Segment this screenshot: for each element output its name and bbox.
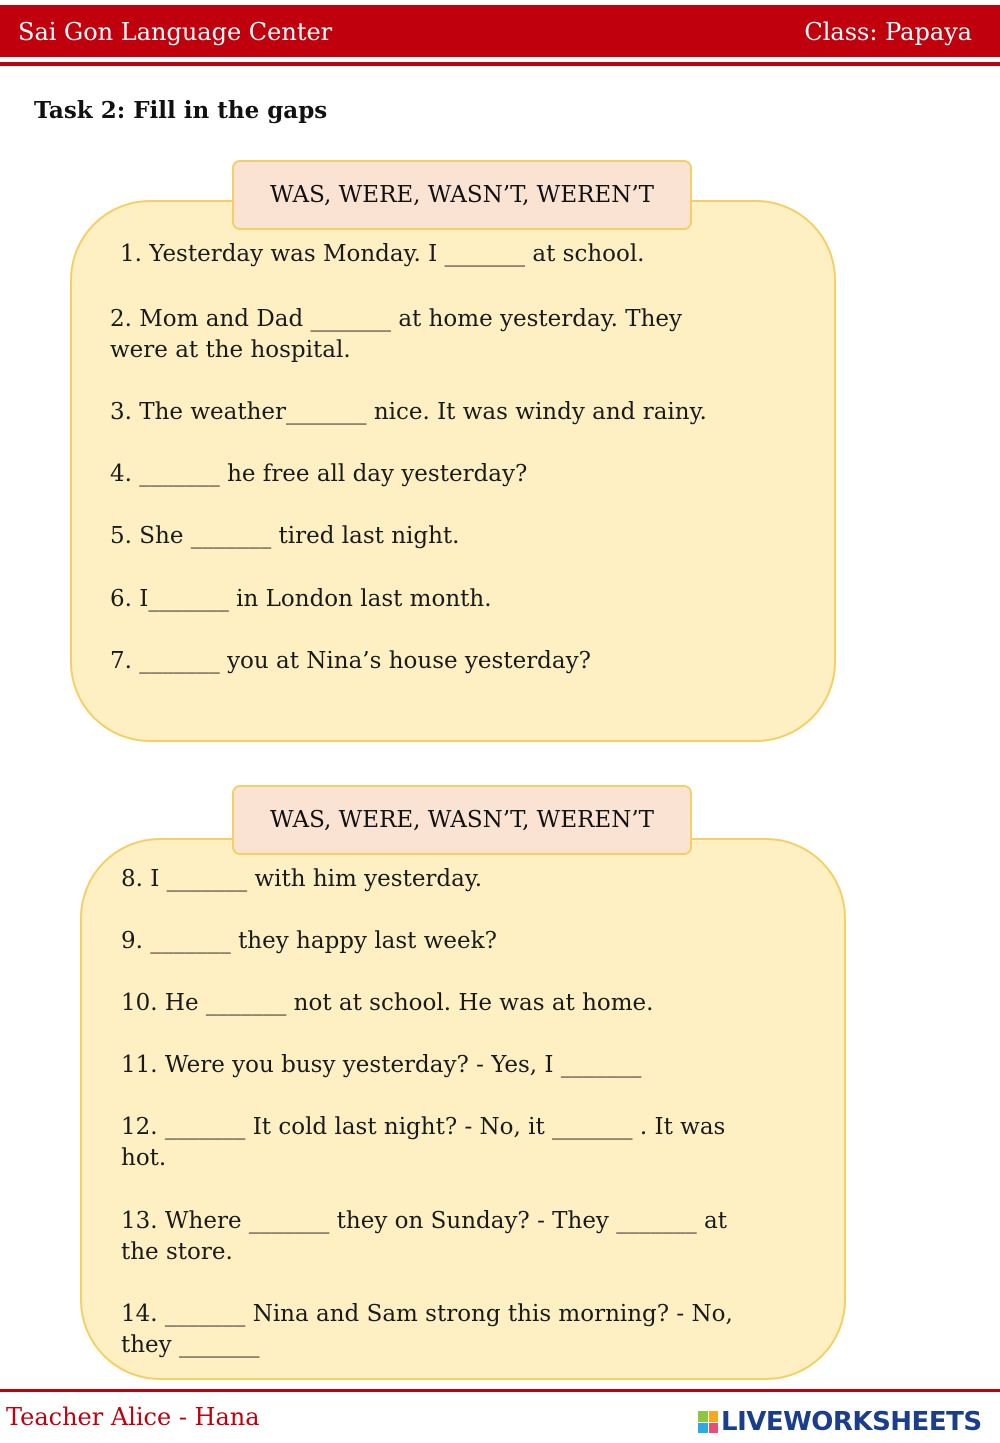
question-4: 4. _______ he free all day yesterday?	[110, 461, 528, 487]
question-8: 8. I _______ with him yesterday.	[121, 866, 483, 892]
logo-text: LIVEWORKSHEETS	[721, 1407, 982, 1437]
question-5: 5. She _______ tired last night.	[110, 523, 460, 549]
question-13: 13. Where _______ they on Sunday? - They _______ at the store.	[121, 1208, 727, 1265]
word-bank-1: WAS, WERE, WASN’T, WEREN’T	[232, 160, 692, 230]
liveworksheets-logo-icon	[698, 1411, 718, 1433]
question-2: 2. Mom and Dad _______ at home yesterday. They were at the hospital.	[110, 306, 683, 363]
word-bank-2: WAS, WERE, WASN’T, WEREN’T	[232, 785, 692, 855]
question-11: 11. Were you busy yesterday? - Yes, I _______	[121, 1052, 642, 1078]
question-10: 10. He _______ not at school. He was at home.	[121, 990, 654, 1016]
question-3: 3. The weather_______ nice. It was windy and rainy.	[110, 399, 707, 425]
question-9: 9. _______ they happy last week?	[121, 928, 497, 954]
question-1: 1. Yesterday was Monday. I _______ at school.	[120, 241, 645, 267]
teacher-name: Teacher Alice - Hana	[6, 1403, 260, 1431]
liveworksheets-logo	[698, 1405, 982, 1439]
class-name: Class: Papaya	[804, 18, 972, 46]
question-14: 14. _______ Nina and Sam strong this morning? - No, they _______	[121, 1301, 733, 1358]
footer-divider	[0, 1389, 1000, 1392]
question-6: 6. I_______ in London last month.	[110, 586, 492, 612]
header-divider	[0, 62, 1000, 66]
question-12: 12. _______ It cold last night? - No, it _______ . It was hot.	[121, 1114, 726, 1171]
center-name: Sai Gon Language Center	[18, 18, 333, 46]
task-title: Task 2: Fill in the gaps	[34, 97, 328, 124]
question-7: 7. _______ you at Nina’s house yesterday?	[110, 648, 591, 674]
